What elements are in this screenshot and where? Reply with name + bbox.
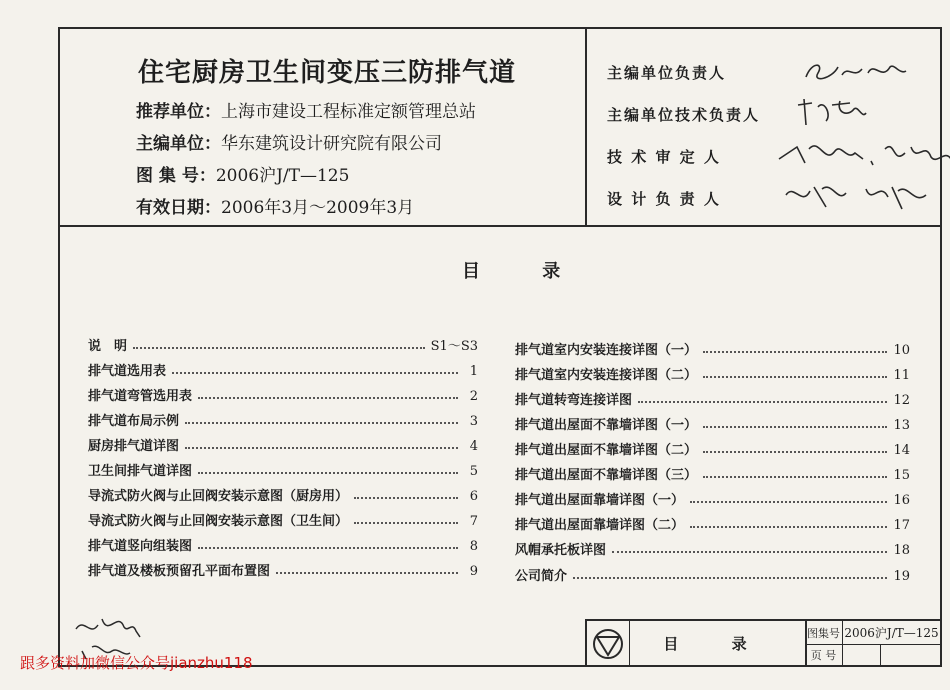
toc-item[interactable]	[88, 484, 478, 504]
meta-key: 推荐单位：	[136, 102, 221, 122]
toc-item-label: 卫生间排气道详图	[88, 464, 193, 479]
meta-valid-date	[136, 193, 414, 218]
toc-item-label: 排气道室内安装连接详图（二）	[515, 368, 698, 383]
meta-recommend	[136, 97, 476, 122]
toc-item-page: 8	[469, 539, 478, 554]
toc-leader	[198, 397, 458, 399]
title-block-name: 目 录	[629, 621, 807, 665]
toc-item-label: 排气道出屋面靠墙详图（一）	[515, 493, 685, 508]
toc-leader	[198, 547, 458, 549]
toc-item-label: 厨房排气道详图	[88, 439, 180, 454]
atlas-label: 图集号	[805, 621, 843, 645]
toc-item-label: 排气道布局示例	[88, 414, 180, 429]
toc-item[interactable]	[515, 463, 910, 483]
toc-item-label: 排气道出屋面不靠墙详图（三）	[515, 468, 698, 483]
signature-technical-lead	[792, 95, 872, 131]
toc-leader	[133, 347, 425, 349]
toc-item-label: 导流式防火阀与止回阀安装示意图（厨房用）	[88, 489, 349, 504]
toc-leader	[690, 501, 887, 503]
toc-leader	[198, 472, 458, 474]
toc-item[interactable]	[515, 513, 910, 533]
toc-item-page: 13	[893, 418, 910, 433]
toc-item[interactable]	[515, 388, 910, 408]
toc-item-page: 7	[469, 514, 478, 529]
toc-item-page: 12	[893, 393, 910, 408]
toc-item-label: 排气道选用表	[88, 364, 167, 379]
role-chief-editor	[607, 62, 775, 83]
toc-item-label: 公司简介	[515, 569, 568, 584]
toc-item-page: 15	[893, 468, 910, 483]
toc-item-label: 说 明	[88, 339, 128, 354]
toc-leader	[354, 497, 458, 499]
toc-leader	[276, 572, 458, 574]
toc-item[interactable]	[515, 413, 910, 433]
toc-item-page: 2	[469, 389, 478, 404]
toc-item[interactable]	[88, 384, 478, 404]
toc-item-label: 排气道室内安装连接详图（一）	[515, 343, 698, 358]
meta-editor	[136, 129, 442, 154]
page-label: 页 号	[805, 645, 843, 665]
meta-key: 有效日期：	[136, 198, 221, 218]
toc-item-label: 风帽承托板详图	[515, 543, 607, 558]
toc-item-label: 排气道转弯连接详图	[515, 393, 633, 408]
meta-value: 上海市建设工程标准定额管理总站	[221, 102, 476, 122]
role-label: 技 术 审 定 人	[607, 148, 721, 166]
toc-item-page: 11	[893, 368, 910, 383]
toc-item[interactable]	[515, 538, 910, 558]
meta-value: 2006沪J/T—125	[215, 166, 350, 186]
toc-item-page: 19	[893, 569, 910, 584]
toc-item[interactable]	[88, 459, 478, 479]
toc-item[interactable]	[88, 509, 478, 529]
page-value	[843, 645, 881, 665]
toc-item[interactable]	[515, 363, 910, 383]
toc-item[interactable]	[515, 338, 910, 358]
role-technical-lead	[607, 104, 775, 125]
toc-item[interactable]	[515, 488, 910, 508]
role-label: 主编单位技术负责人	[607, 106, 761, 124]
role-label: 主编单位负责人	[607, 64, 727, 82]
logo-icon	[587, 621, 630, 665]
toc-item-label: 排气道及楼板预留孔平面布置图	[88, 564, 271, 579]
watermark-text: 跟多资料加微信公众号jianzhu118	[20, 654, 253, 672]
toc-item[interactable]	[88, 559, 478, 579]
toc-item-label: 导流式防火阀与止回阀安装示意图（卫生间）	[88, 514, 349, 529]
page-title: 住宅厨房卫生间变压三防排气道	[138, 58, 517, 88]
toc-item-label: 排气道出屋面不靠墙详图（一）	[515, 418, 698, 433]
toc-item-page: S1～S3	[430, 339, 478, 354]
toc-item[interactable]	[88, 534, 478, 554]
role-design-lead	[607, 188, 775, 209]
toc-item-label: 排气道竖向组装图	[88, 539, 193, 554]
toc-item-page: 4	[469, 439, 478, 454]
toc-item[interactable]	[88, 334, 478, 354]
toc-item[interactable]	[515, 438, 910, 458]
role-label: 设 计 负 责 人	[607, 190, 721, 208]
toc-item-page: 18	[893, 543, 910, 558]
toc-leader	[185, 447, 458, 449]
toc-leader	[172, 372, 458, 374]
toc-leader	[573, 577, 887, 579]
toc-item-page: 14	[893, 443, 910, 458]
toc-item-page: 1	[469, 364, 478, 379]
meta-key: 主编单位：	[136, 134, 221, 154]
toc-item-page: 5	[469, 464, 478, 479]
toc-item-label: 排气道弯管选用表	[88, 389, 193, 404]
atlas-value: 2006沪J/T—125	[843, 621, 940, 645]
toc-item-page: 16	[893, 493, 910, 508]
header-info-panel	[60, 29, 587, 227]
toc-leader	[612, 551, 887, 553]
meta-key: 图 集 号：	[136, 166, 216, 186]
toc-item-page: 10	[893, 343, 910, 358]
toc-item-page: 6	[469, 489, 478, 504]
toc-item-page: 9	[469, 564, 478, 579]
toc-leader	[185, 422, 458, 424]
meta-atlas-no	[136, 161, 349, 186]
role-reviewer	[607, 146, 775, 167]
toc-item-label: 排气道出屋面不靠墙详图（二）	[515, 443, 698, 458]
toc-leader	[703, 476, 887, 478]
drawing-frame	[58, 27, 942, 667]
toc-item-page: 17	[893, 518, 910, 533]
signature-reviewers	[775, 135, 950, 175]
toc-leader	[354, 522, 458, 524]
signature-design-lead	[782, 177, 932, 217]
toc-item[interactable]	[515, 564, 910, 584]
toc-item[interactable]	[88, 409, 478, 429]
toc-leader	[690, 526, 887, 528]
meta-value: 2006年3月～2009年3月	[221, 198, 415, 218]
title-block	[585, 619, 940, 665]
toc-item[interactable]	[88, 359, 478, 379]
toc-leader	[703, 376, 887, 378]
toc-heading: 目 录	[462, 261, 589, 282]
toc-leader	[703, 451, 887, 453]
toc-item-page: 3	[469, 414, 478, 429]
toc-item-label: 排气道出屋面靠墙详图（二）	[515, 518, 685, 533]
toc-leader	[703, 351, 887, 353]
toc-leader	[703, 426, 887, 428]
toc-item[interactable]	[88, 434, 478, 454]
signature-chief-editor	[802, 57, 912, 87]
signature-panel	[587, 29, 940, 227]
meta-value: 华东建筑设计研究院有限公司	[221, 134, 442, 154]
toc-leader	[638, 401, 887, 403]
